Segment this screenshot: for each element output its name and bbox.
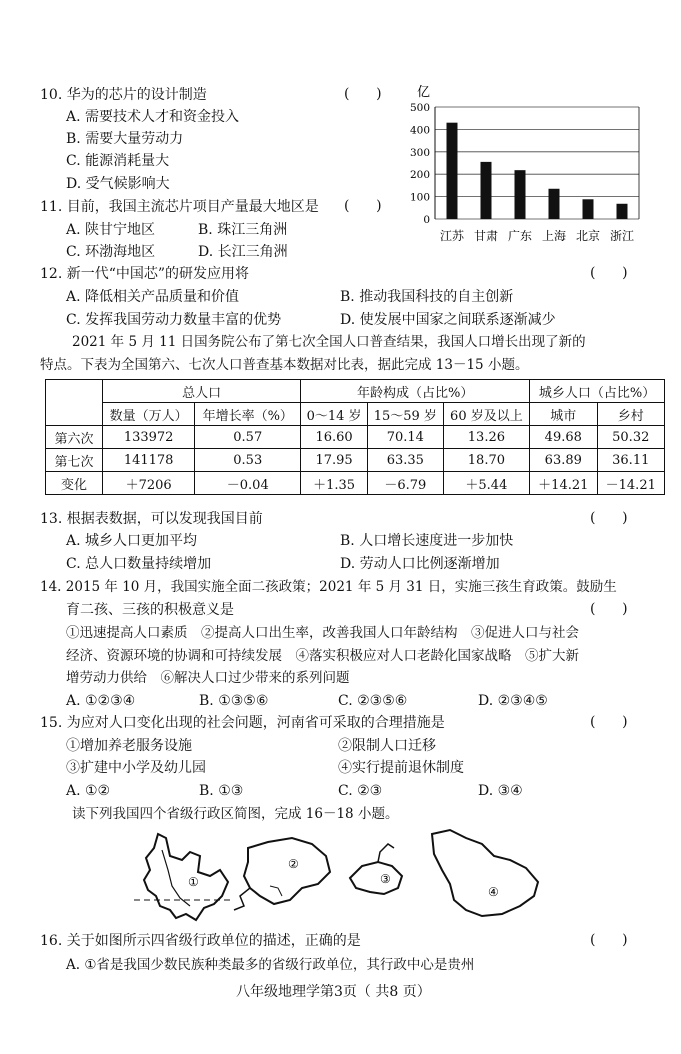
- q10-option-a: A. 需要技术人才和资金投入: [66, 109, 240, 125]
- q15-item-3: ③扩建中小学及幼儿园: [66, 760, 206, 776]
- q15-item-1: ①增加养老服务设施: [66, 738, 192, 754]
- q15-stem: 15. 为应对人口变化出现的社会问题，河南省可采取的合理措施是: [40, 715, 445, 731]
- q11-answer-paren[interactable]: ( ): [344, 198, 382, 214]
- q15-answer-paren[interactable]: ( ): [590, 714, 628, 730]
- q16-answer-paren[interactable]: ( ): [590, 932, 628, 948]
- bar-浙江: [617, 204, 628, 219]
- province-label-2: ②: [288, 857, 299, 871]
- q10-option-d: D. 受气候影响大: [66, 176, 170, 192]
- y-tick-label: 0: [423, 214, 430, 226]
- q10-option-c: C. 能源消耗量大: [66, 153, 170, 169]
- x-category-label: 广东: [507, 229, 533, 243]
- table-cell: 50.32: [597, 426, 665, 449]
- table-header-age: 年龄构成（占比%）: [301, 380, 530, 403]
- table-cell: ＋7206: [103, 472, 195, 495]
- x-category-label: 甘肃: [473, 229, 499, 243]
- q12-answer-paren[interactable]: ( ): [590, 265, 628, 281]
- q10-option-b: B. 需要大量劳动力: [66, 131, 184, 147]
- table-cell: 16.60: [301, 426, 368, 449]
- q14-answer-paren[interactable]: ( ): [590, 601, 628, 617]
- bar-北京: [583, 199, 594, 219]
- q15-option-a: A. ①②: [66, 783, 111, 799]
- intro-13-line2: 特点。下表为全国第六、七次人口普查基本数据对比表，据此完成 13－15 小题。: [40, 357, 529, 373]
- table-cell: 63.89: [530, 449, 597, 472]
- table-cell: ＋14.21: [530, 472, 597, 495]
- q11-option-a: A. 陕甘宁地区: [66, 222, 156, 238]
- table-subheader: 年增长率（%）: [195, 403, 301, 426]
- intro-13-line1: 2021 年 5 月 11 日国务院公布了第七次全国人口普查结果，我国人口增长出现了新的: [72, 334, 586, 350]
- table-subheader: 0～14 岁: [301, 403, 368, 426]
- bar-上海: [549, 189, 560, 219]
- table-cell: 13.26: [443, 426, 529, 449]
- census-comparison-table: [45, 379, 665, 495]
- table-subheader: 乡村: [597, 403, 665, 426]
- q12-option-b: B. 推动我国科技的自主创新: [340, 289, 514, 305]
- table-cell: 18.70: [443, 449, 529, 472]
- table-row: [46, 472, 665, 495]
- q14-option-c: C. ②③⑤⑥: [338, 693, 408, 709]
- q15-option-c: C. ②③: [338, 783, 383, 799]
- intro-16: 读下列我国四个省级行政区简图，完成 16－18 小题。: [72, 806, 399, 822]
- y-tick-label: 200: [409, 169, 430, 182]
- province-map-2: [234, 838, 330, 910]
- table-cell: 0.57: [195, 426, 301, 449]
- q11-option-c: C. 环渤海地区: [66, 244, 156, 260]
- table-cell: 第七次: [46, 449, 103, 472]
- q14-statements-line2: 经济、资源环境的协调和可持续发展 ④落实积极应对人口老龄化国家战略 ⑤扩大新: [66, 648, 579, 664]
- q12-option-a: A. 降低相关产品质量和价值: [66, 289, 240, 305]
- table-header-total: 总人口: [103, 380, 301, 403]
- y-tick-label: 100: [409, 191, 430, 204]
- q14-statements-line3: 增劳动力供给 ⑥解决人口过少带来的系列问题: [66, 670, 350, 686]
- table-subheader: 城市: [530, 403, 597, 426]
- q10-stem: 10. 华为的芯片的设计制造: [40, 87, 207, 103]
- q11-option-b: B. 珠江三角洲: [198, 222, 288, 238]
- chip-output-bar-chart: [395, 82, 645, 252]
- q13-stem: 13. 根据表数据，可以发现我国目前: [40, 511, 263, 527]
- page-footer: 八年级地理学第3页（ 共8 页）: [236, 984, 431, 1000]
- q16-option-a: A. ①省是我国少数民族种类最多的省级行政单位，其行政中心是贵州: [66, 957, 475, 973]
- q10-answer-paren[interactable]: ( ): [344, 86, 382, 102]
- table-row: [46, 426, 665, 449]
- q14-stem: 14. 2015 年 10 月，我国实施全面二孩政策；2021 年 5 月 31 日，实施三孩生育政策。鼓励生: [40, 579, 617, 595]
- table-cell: 63.35: [367, 449, 443, 472]
- q15-option-d: D. ③④: [478, 783, 523, 799]
- bar-江苏: [447, 123, 458, 219]
- province-map-4: [432, 830, 538, 916]
- table-cell: －0.04: [195, 472, 301, 495]
- table-cell: 133972: [103, 426, 195, 449]
- bar-甘肃: [481, 162, 492, 219]
- table-cell: －6.79: [367, 472, 443, 495]
- q16-stem: 16. 关于如图所示四省级行政单位的描述，正确的是: [40, 933, 361, 949]
- q14-statements-line1: ①迅速提高人口素质 ②提高人口出生率，改善我国人口年龄结构 ③促进人口与社会: [66, 625, 579, 641]
- y-tick-label: 300: [409, 146, 430, 159]
- table-subheader: 60 岁及以上: [443, 403, 529, 426]
- q11-option-d: D. 长江三角洲: [198, 244, 288, 260]
- table-header-urban-rural: 城乡人口（占比%）: [530, 380, 665, 403]
- q13-option-c: C. 总人口数量持续增加: [66, 556, 212, 572]
- table-cell: 70.14: [367, 426, 443, 449]
- table-cell: －14.21: [597, 472, 665, 495]
- x-category-label: 浙江: [609, 229, 635, 243]
- province-label-3: ③: [380, 872, 391, 886]
- q14-option-a: A. ①②③④: [66, 693, 136, 709]
- table-cell: 0.53: [195, 449, 301, 472]
- q14-option-d: D. ②③④⑤: [478, 693, 548, 709]
- province-label-1: ①: [188, 875, 199, 889]
- province-map-1: [134, 834, 230, 920]
- table-cell: ＋1.35: [301, 472, 368, 495]
- table-subheader: 15～59 岁: [367, 403, 443, 426]
- table-row: [46, 449, 665, 472]
- q14-stem-line2: 育二孩、三孩的积极意义是: [66, 602, 234, 618]
- table-subheader: 数量（万人）: [103, 403, 195, 426]
- province-map-3: [350, 844, 402, 894]
- q12-stem: 12. 新一代“中国芯”的研发应用将: [40, 266, 250, 282]
- q13-option-a: A. 城乡人口更加平均: [66, 533, 198, 549]
- bar-广东: [515, 170, 526, 219]
- table-cell: ＋5.44: [443, 472, 529, 495]
- q12-option-d: D. 使发展中国家之间联系逐渐减少: [340, 312, 556, 328]
- x-category-label: 北京: [575, 229, 601, 243]
- table-cell: 141178: [103, 449, 195, 472]
- q14-option-b: B. ①③⑤⑥: [199, 693, 269, 709]
- y-tick-label: 500: [409, 102, 430, 114]
- province-outline-maps: [130, 826, 545, 926]
- table-corner-cell: [46, 380, 103, 426]
- q15-item-4: ④实行提前退休制度: [338, 760, 464, 776]
- q12-option-c: C. 发挥我国劳动力数量丰富的优势: [66, 312, 282, 328]
- province-label-4: ④: [488, 885, 499, 899]
- q15-option-b: B. ①③: [199, 783, 244, 799]
- x-category-label: 江苏: [439, 229, 465, 243]
- table-cell: 36.11: [597, 449, 665, 472]
- table-cell: 17.95: [301, 449, 368, 472]
- table-cell: 变化: [46, 472, 103, 495]
- q13-answer-paren[interactable]: ( ): [590, 510, 628, 526]
- q13-option-d: D. 劳动人口比例逐渐增加: [340, 556, 500, 572]
- x-category-label: 上海: [541, 229, 567, 243]
- q11-stem: 11. 目前，我国主流芯片项目产量最大地区是: [40, 199, 319, 215]
- y-tick-label: 400: [409, 124, 430, 137]
- table-cell: 49.68: [530, 426, 597, 449]
- q13-option-b: B. 人口增长速度进一步加快: [340, 533, 514, 549]
- q15-item-2: ②限制人口迁移: [338, 738, 436, 754]
- y-axis-unit-label: 亿: [417, 85, 431, 100]
- table-cell: 第六次: [46, 426, 103, 449]
